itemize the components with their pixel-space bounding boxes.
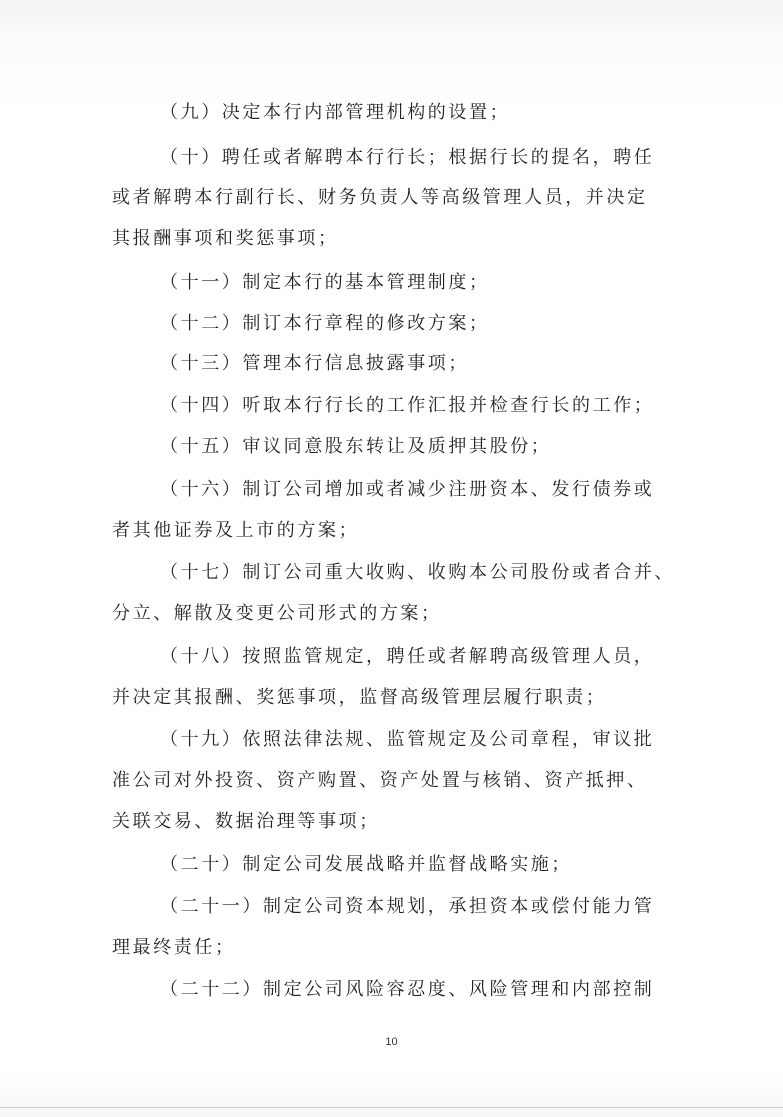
text-line: 并决定其报酬、奖惩事项，监督高级管理层履行职责；	[112, 687, 607, 708]
text-line: （十）聘任或者解聘本行行长；根据行长的提名，聘任	[160, 147, 655, 168]
page-number: 10	[385, 1036, 398, 1048]
text-line: （十九）依照法律法规、监管规定及公司章程，审议批	[160, 729, 655, 750]
text-line: （二十一）制定公司资本规划，承担资本或偿付能力管	[160, 896, 655, 917]
text-line: （十一）制定本行的基本管理制度；	[160, 272, 490, 293]
text-line: 准公司对外投资、资产购置、资产处置与核销、资产抵押、	[112, 770, 648, 791]
text-line: （十四）听取本行行长的工作汇报并检查行长的工作；	[160, 395, 655, 416]
text-line: （十三）管理本行信息披露事项；	[160, 353, 469, 374]
text-line: （十六）制订公司增加或者减少注册资本、发行债券或	[160, 479, 655, 500]
text-line: （九）决定本行内部管理机构的设置；	[160, 102, 511, 123]
text-line: （二十）制定公司发展战略并监督战略实施；	[160, 854, 572, 875]
text-line: （十八）按照监管规定，聘任或者解聘高级管理人员，	[160, 646, 655, 667]
text-line: 关联交易、数据治理等事项；	[112, 811, 380, 832]
text-line: （十五）审议同意股东转让及质押其股份；	[160, 436, 552, 457]
text-line: （二十二）制定公司风险容忍度、风险管理和内部控制	[160, 979, 655, 1000]
text-line: （十七）制订公司重大收购、收购本公司股份或者合并、	[160, 562, 675, 583]
text-line: 分立、解散及变更公司形式的方案；	[112, 603, 442, 624]
text-line: 其报酬事项和奖惩事项；	[112, 228, 339, 249]
text-line: （十二）制订本行章程的修改方案；	[160, 313, 490, 334]
page-bottom-edge	[0, 1107, 783, 1108]
text-line: 者其他证券及上市的方案；	[112, 520, 360, 541]
text-line: 理最终责任；	[112, 937, 236, 958]
text-line: 或者解聘本行副行长、财务负责人等高级管理人员，并决定	[112, 187, 648, 208]
